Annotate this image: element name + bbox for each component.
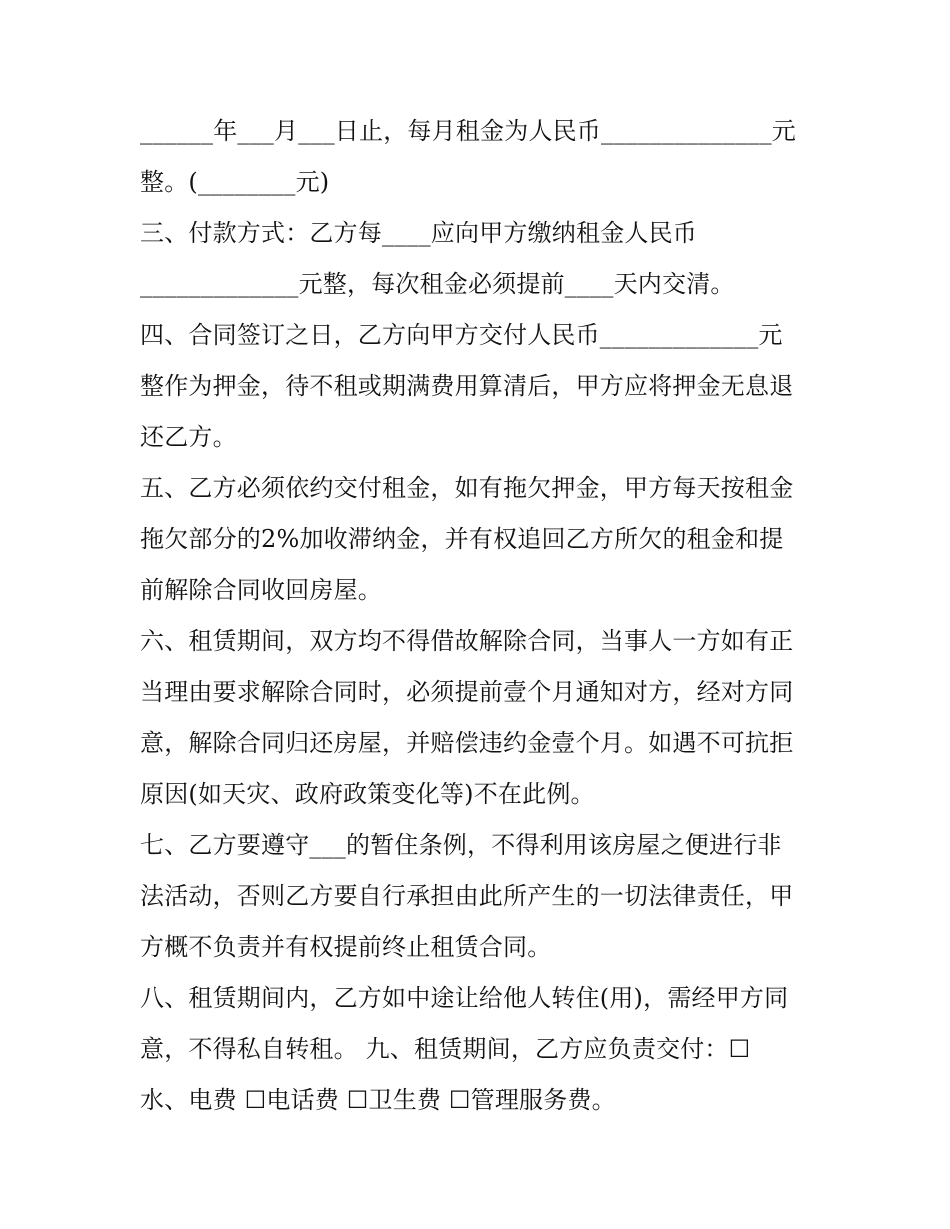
text-line: 七、乙方要遵守___的暂住条例，不得利用该房屋之便进行非	[140, 831, 782, 859]
text-line: 当理由要求解除合同时，必须提前壹个月通知对方，经对方同	[140, 678, 794, 706]
text-line: 整。(________元)	[140, 168, 330, 196]
text-line: ______年___月___日止，每月租金为人民币______________元	[140, 117, 796, 145]
text-line: 整作为押金，待不租或期满费用算清后，甲方应将押金无息退	[140, 372, 794, 400]
text-line: 四、合同签订之日，乙方向甲方交付人民币_____________元	[140, 321, 783, 349]
text-line: _____________元整，每次租金必须提前____天内交清。	[140, 270, 735, 298]
text-line: 八、租赁期间内，乙方如中途让给他人转住(用)，需经甲方同	[140, 984, 789, 1012]
text-line: 还乙方。	[140, 423, 237, 451]
text-line: 原因(如天灾、政府政策变化等)不在此例。	[140, 780, 595, 808]
text-line: 三、付款方式：乙方每____应向甲方缴纳租金人民币	[140, 219, 697, 247]
text-line: 方概不负责并有权提前终止租赁合同。	[140, 933, 552, 961]
text-line: 拖欠部分的2%加收滞纳金，并有权追回乙方所欠的租金和提	[140, 525, 784, 553]
text-line: 法活动，否则乙方要自行承担由此所产生的一切法律责任，甲	[140, 882, 794, 910]
text-line: 前解除合同收回房屋。	[140, 576, 382, 604]
text-line: 意，解除合同归还房屋，并赔偿违约金壹个月。如遇不可抗拒	[140, 729, 794, 757]
text-line: 六、租赁期间，双方均不得借故解除合同，当事人一方如有正	[140, 627, 794, 655]
text-line: 水、电费 ☐电话费 ☐卫生费 ☐管理服务费。	[140, 1086, 616, 1114]
text-line: 五、乙方必须依约交付租金，如有拖欠押金，甲方每天按租金	[140, 474, 794, 502]
text-line: 意，不得私自转租。 九、租赁期间，乙方应负责交付：☐	[140, 1035, 751, 1063]
